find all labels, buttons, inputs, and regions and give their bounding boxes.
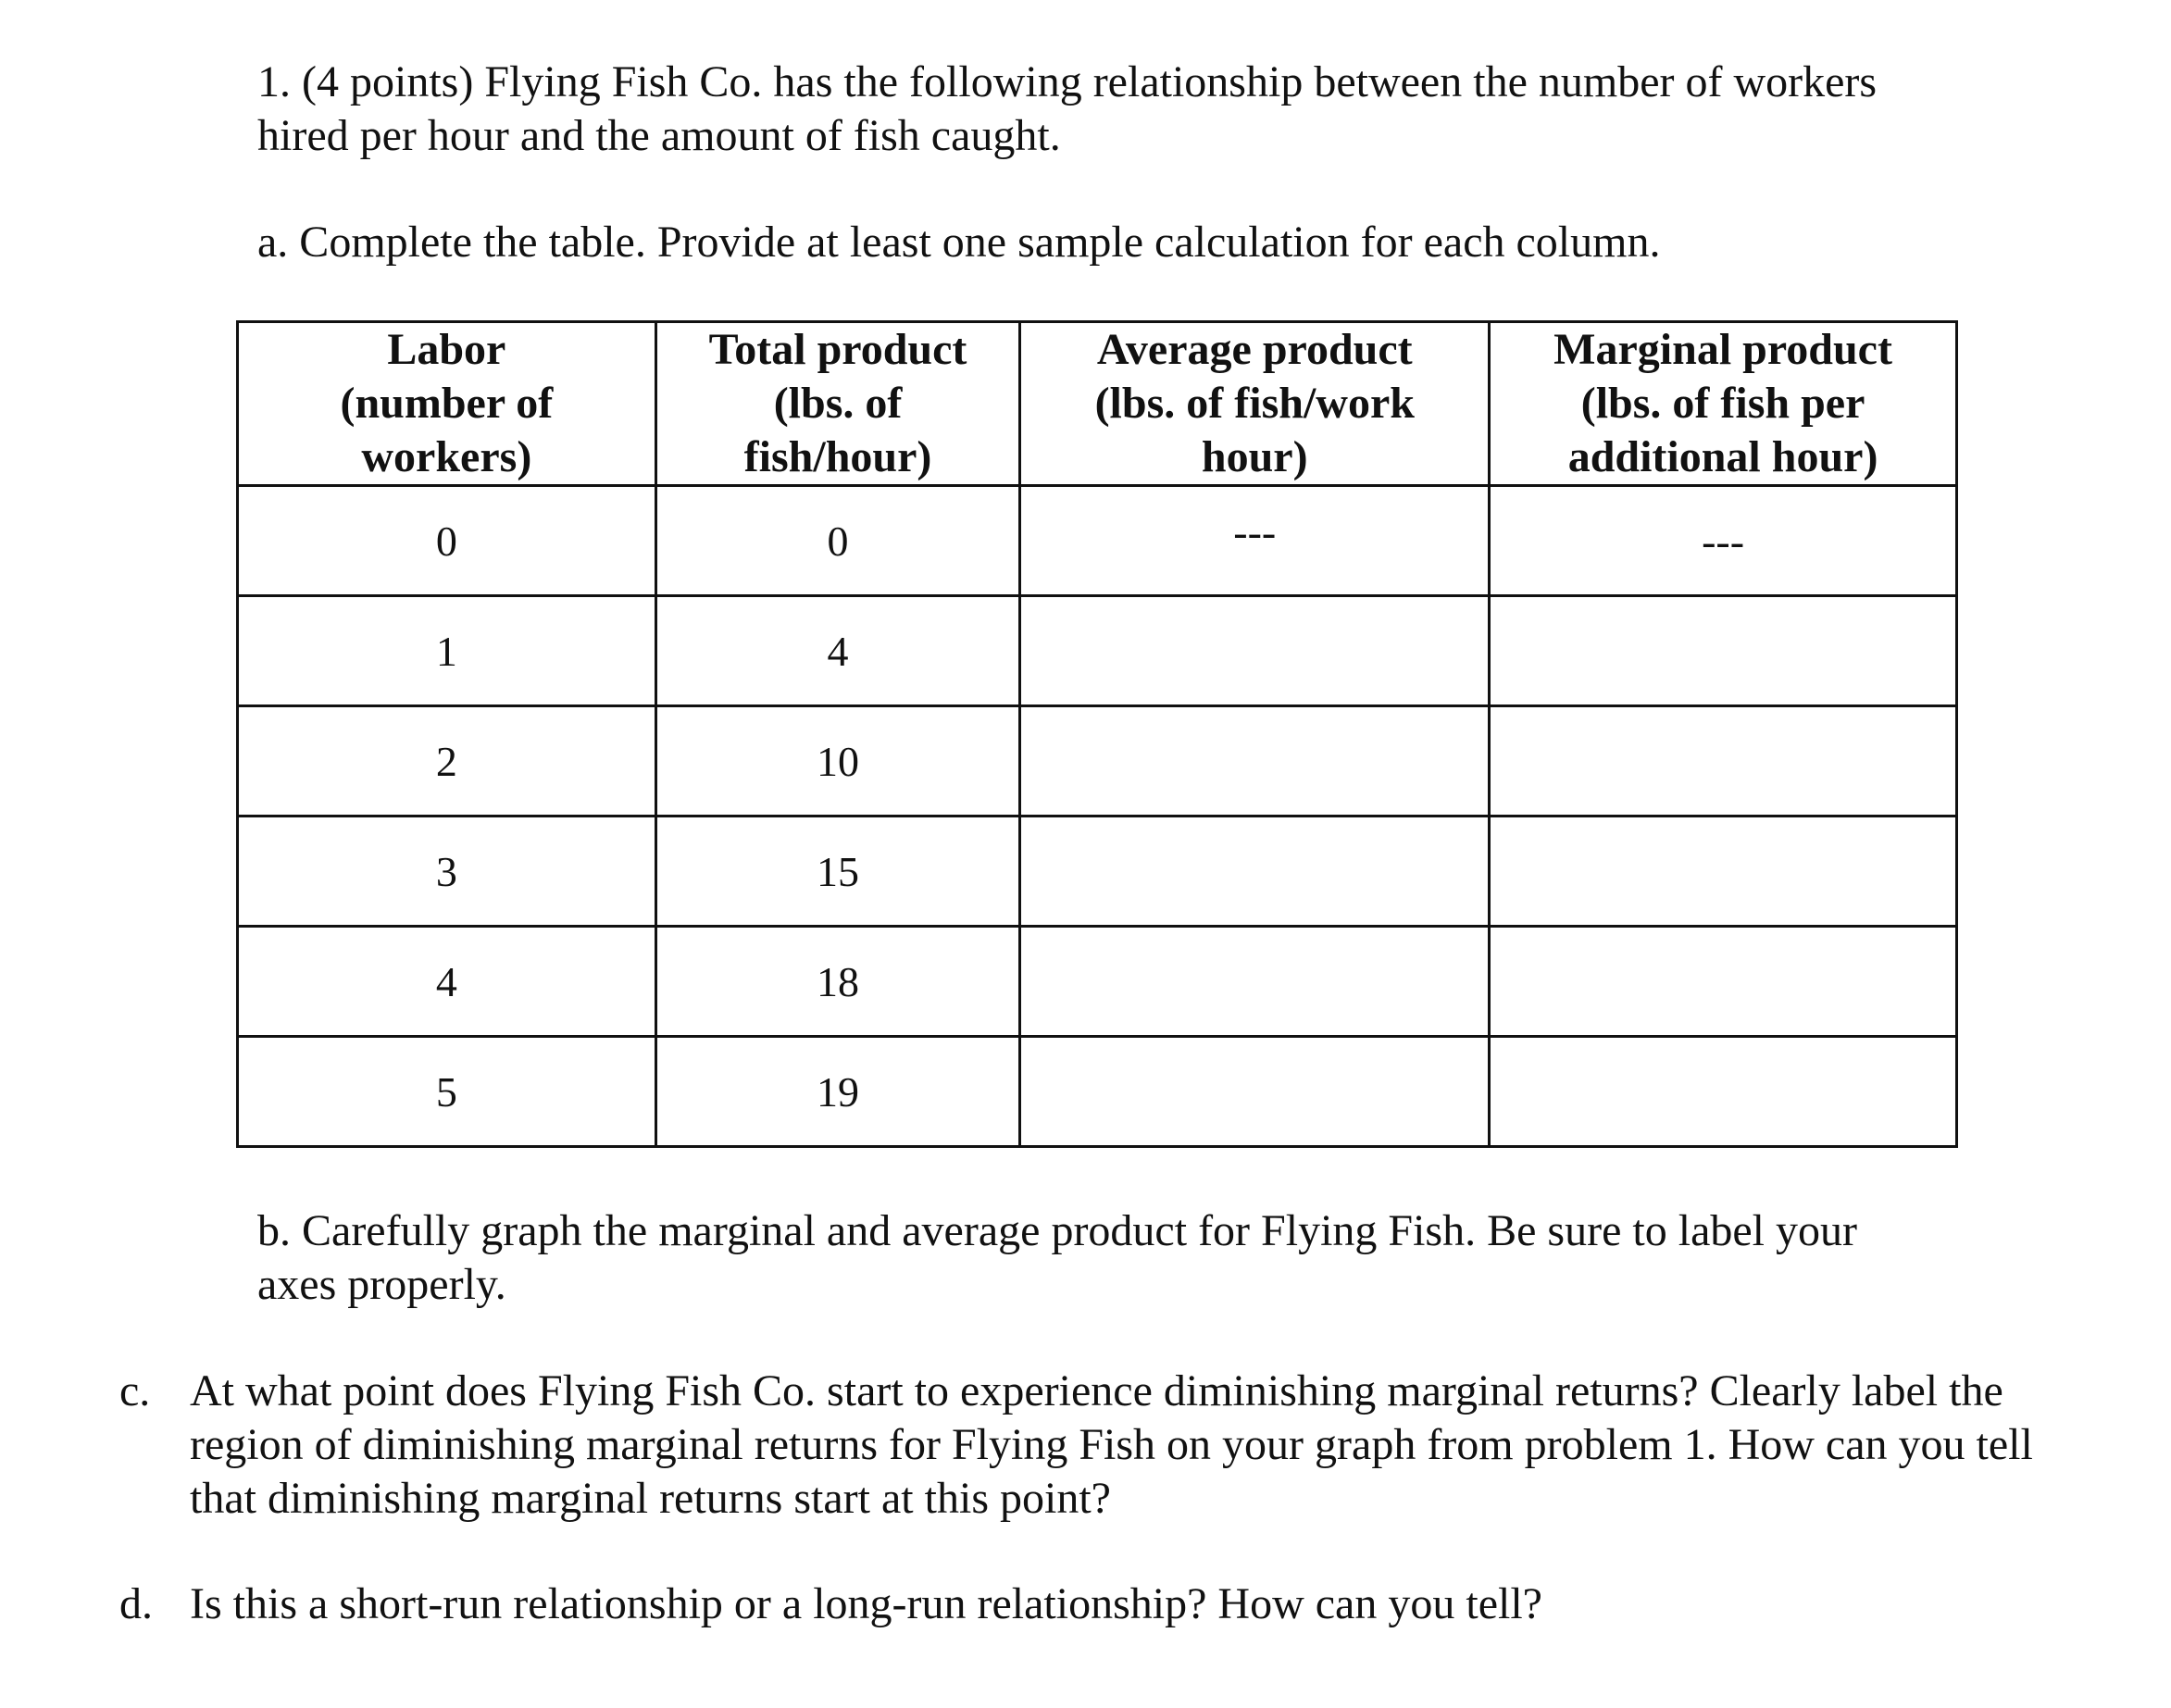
cell-marginal-product[interactable]	[1490, 596, 1957, 706]
cell-average-product[interactable]	[1020, 596, 1490, 706]
header-total-product	[655, 322, 1020, 486]
table-row	[238, 486, 1957, 596]
table-header-row	[238, 322, 1957, 486]
cell-total-product: 10	[655, 706, 1020, 817]
header-average-line-1: Average product	[1096, 325, 1413, 374]
question-1a-text: a. Complete the table. Provide at least one sample calculation for each column.	[257, 218, 1661, 267]
cell-labor: 2	[238, 706, 656, 817]
question-1c-marker: c.	[119, 1366, 151, 1415]
average-placeholder-dash: ---	[1233, 507, 1277, 555]
cell-marginal-product[interactable]	[1490, 1037, 1957, 1147]
cell-average-product	[1020, 486, 1490, 596]
question-1c	[119, 1365, 2101, 1531]
cell-average-product[interactable]	[1020, 927, 1490, 1037]
table-row	[238, 1037, 1957, 1147]
question-1b-text: b. Carefully graph the marginal and average product for Flying Fish. Be sure to label your axes properly.	[257, 1206, 1857, 1309]
cell-labor: 4	[238, 927, 656, 1037]
question-1-intro: 1. (4 points) Flying Fish Co. has the following relationship between the number of workers hired per hour and the amount of fish caught.	[257, 57, 1878, 160]
table-row	[238, 596, 1957, 706]
question-1d-text: Is this a short-run relationship or a long-run relationship? How can you tell?	[190, 1579, 1542, 1628]
header-labor-line-3: workers)	[361, 432, 532, 481]
cell-labor: 3	[238, 817, 656, 927]
table-row	[238, 706, 1957, 817]
cell-labor: 0	[238, 486, 656, 596]
header-marginal-line-3: additional hour)	[1567, 432, 1878, 481]
cell-total-product: 19	[655, 1037, 1020, 1147]
production-table	[236, 320, 1958, 1148]
header-labor-line-1: Labor	[387, 325, 506, 374]
cell-total-product: 15	[655, 817, 1020, 927]
header-average-line-2: (lbs. of fish/work	[1094, 379, 1415, 428]
header-labor-line-2: (number of	[340, 379, 554, 428]
cell-marginal-product[interactable]	[1490, 817, 1957, 927]
header-average-line-3: hour)	[1201, 432, 1308, 481]
question-1c-text: At what point does Flying Fish Co. start to experience diminishing marginal returns? Clearly label the region of diminishing marginal returns for Flying Fish on your graph from problem 1. How can you tell that diminishing marginal returns start at this point?	[190, 1366, 2033, 1523]
cell-labor: 5	[238, 1037, 656, 1147]
header-marginal-line-2: (lbs. of fish per	[1580, 379, 1865, 428]
header-total-line-1: Total product	[708, 325, 967, 374]
table-row	[238, 927, 1957, 1037]
cell-average-product[interactable]	[1020, 1037, 1490, 1147]
cell-total-product: 18	[655, 927, 1020, 1037]
cell-total-product: 0	[655, 486, 1020, 596]
cell-marginal-product: ---	[1490, 486, 1957, 596]
cell-average-product[interactable]	[1020, 817, 1490, 927]
cell-marginal-product[interactable]	[1490, 927, 1957, 1037]
header-total-line-2: (lbs. of	[773, 379, 903, 428]
header-labor	[238, 322, 656, 486]
question-1d	[119, 1577, 2101, 1642]
cell-average-product[interactable]	[1020, 706, 1490, 817]
cell-total-product: 4	[655, 596, 1020, 706]
cell-labor: 1	[238, 596, 656, 706]
header-marginal-product	[1490, 322, 1957, 486]
cell-marginal-product[interactable]	[1490, 706, 1957, 817]
question-1d-marker: d.	[119, 1579, 153, 1628]
table-row	[238, 817, 1957, 927]
header-total-line-3: fish/hour)	[743, 432, 932, 481]
header-average-product	[1020, 322, 1490, 486]
header-marginal-line-1: Marginal product	[1553, 325, 1892, 374]
